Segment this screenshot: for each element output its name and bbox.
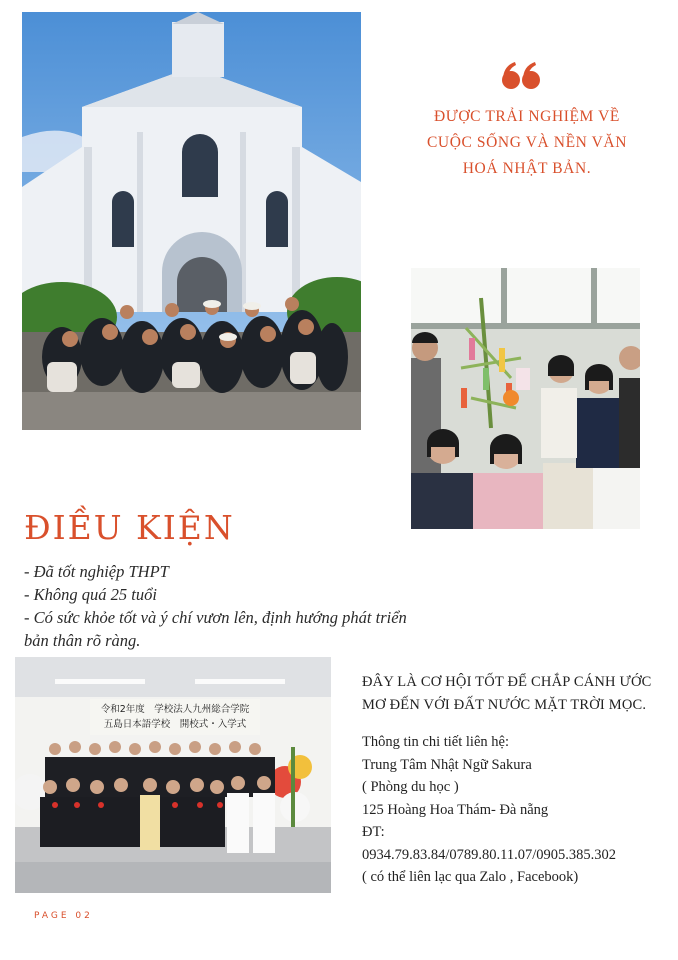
list-item: - Không quá 25 tuổi xyxy=(24,585,157,604)
contact-line: 125 Hoàng Hoa Thám- Đà nẵng xyxy=(362,801,549,818)
contact-section xyxy=(362,671,662,889)
quote-open-icon xyxy=(497,54,545,102)
contact-line: ( có thể liên lạc qua Zalo , Facebook) xyxy=(362,869,579,885)
quote-text: ĐƯỢC TRẢI NGHIỆM VỀ CUỘC SỐNG VÀ NỀN VĂN HOÁ NHẬT BẢN. xyxy=(426,108,628,177)
list-item: - Đã tốt nghiệp THPT xyxy=(24,562,169,581)
festival-students-photo xyxy=(411,268,640,529)
list-item: - Có sức khỏe tốt và ý chí vươn lên, định hướng phát triển bản thân rõ ràng. xyxy=(24,608,407,650)
contact-line: ĐT: xyxy=(362,824,385,840)
contact-line: ( Phòng du học ) xyxy=(362,779,459,795)
ceremony-group-photo xyxy=(15,657,331,893)
contact-line: 0934.79.83.84/0789.80.11.07/0905.385.302 xyxy=(362,846,617,863)
church-group-photo xyxy=(22,12,361,430)
contact-line: Trung Tâm Nhật Ngữ Sakura xyxy=(362,756,532,773)
conditions-heading: ĐIỀU KIỆN xyxy=(24,508,235,547)
page-number-label: PAGE 02 xyxy=(34,911,93,921)
opportunity-text: ĐÂY LÀ CƠ HỘI TỐT ĐỂ CHẮP CÁNH ƯỚC MƠ ĐẾN VỚI ĐẤT NƯỚC MẶT TRỜI MỌC. xyxy=(362,674,652,713)
contact-line: Thông tin chi tiết liên hệ: xyxy=(362,734,509,750)
ceremony-sign-line1: 令和2年度 学校法人九州総合学院 xyxy=(100,704,250,715)
ceremony-sign-line2: 五島日本語学校 開校式・入学式 xyxy=(103,719,247,730)
conditions-list xyxy=(24,560,414,652)
